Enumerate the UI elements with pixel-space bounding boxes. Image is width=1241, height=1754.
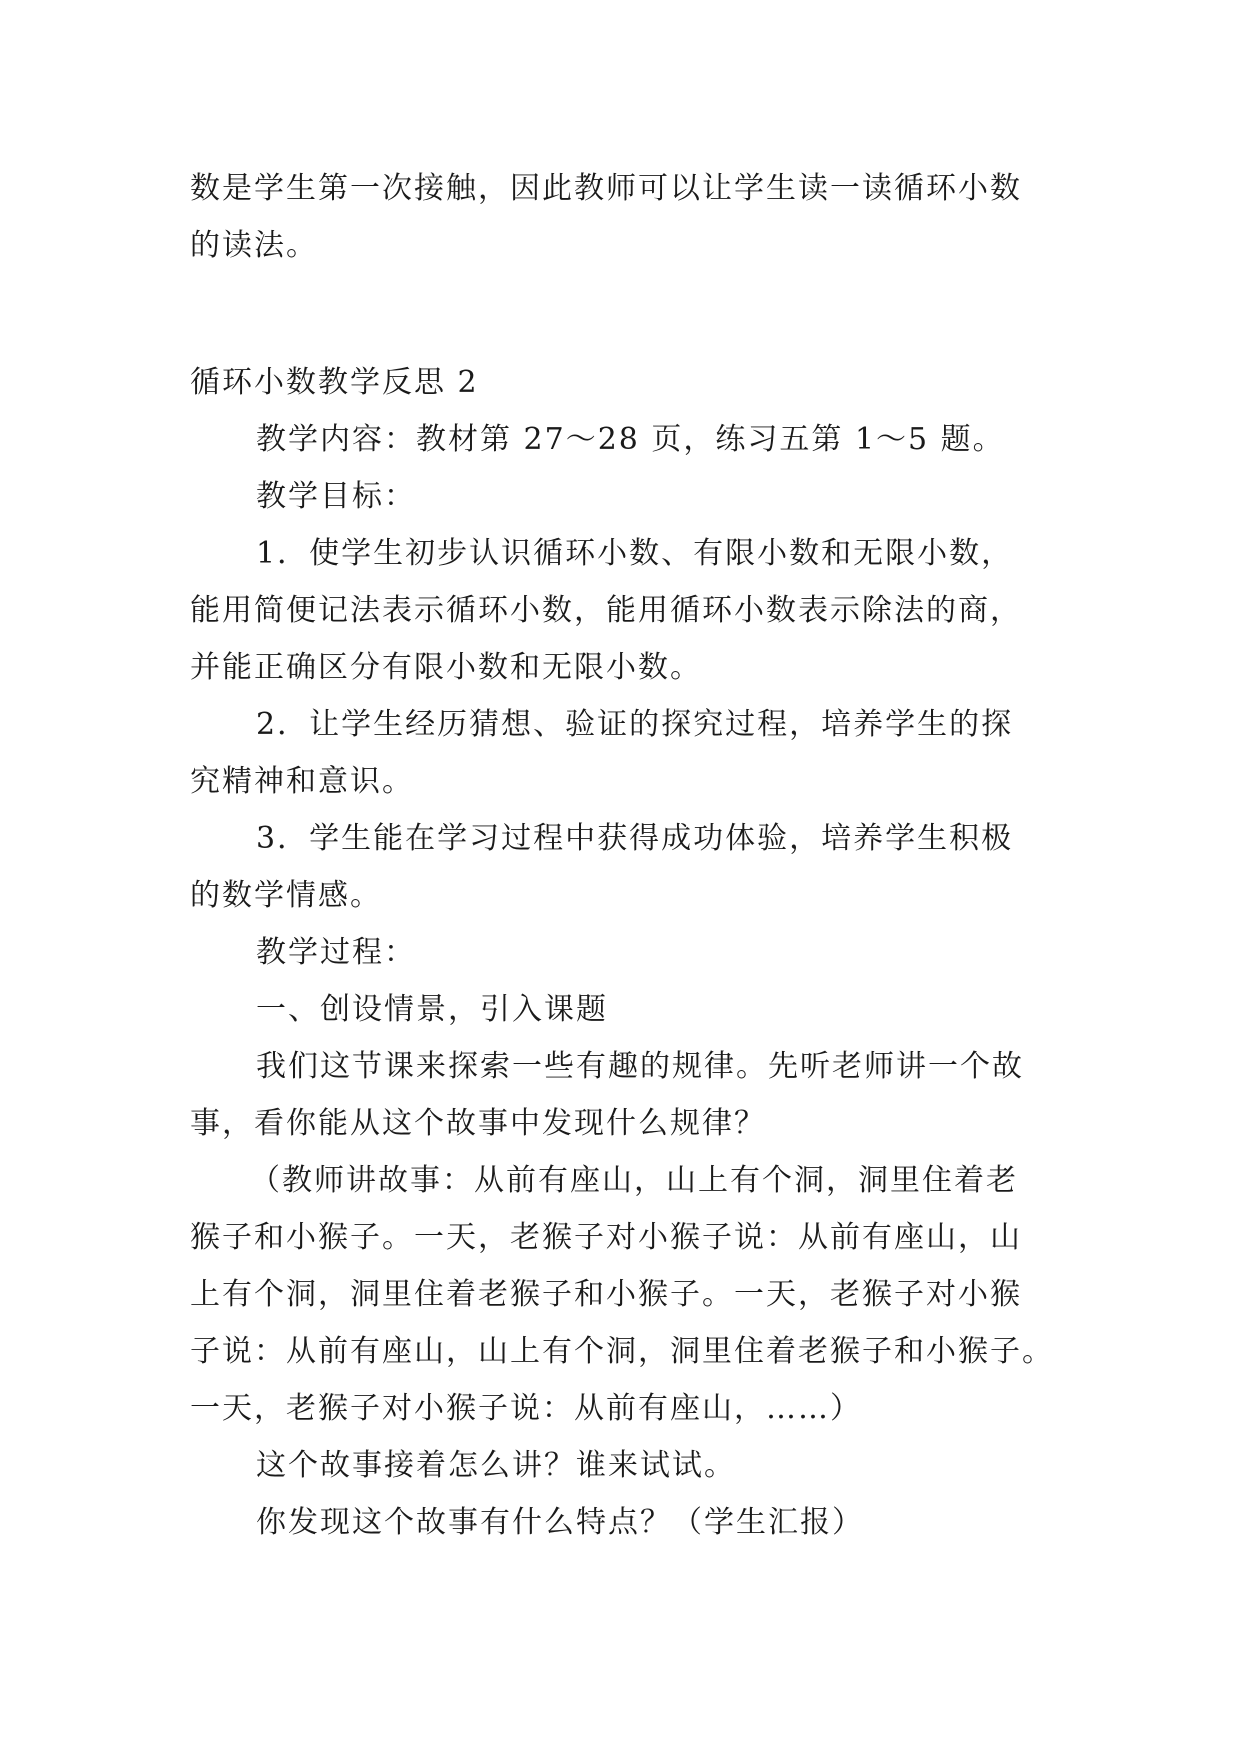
- paragraph-line: 并能正确区分有限小数和无限小数。: [190, 650, 702, 685]
- document-body: [190, 160, 1054, 1551]
- paragraph-line: 教学内容：教材第 27～28 页，练习五第 1～5 题。: [256, 422, 1005, 457]
- paragraph-line: 数是学生第一次接触，因此教师可以让学生读一读循环小数: [190, 171, 1022, 206]
- paragraph-line: 猴子和小猴子。一天，老猴子对小猴子说：从前有座山，山: [190, 1220, 1022, 1255]
- paragraph-line: 一天，老猴子对小猴子说：从前有座山，……）: [190, 1391, 862, 1426]
- paragraph-line: 上有个洞，洞里住着老猴子和小猴子。一天，老猴子对小猴: [190, 1277, 1022, 1312]
- paragraph-line: 教学目标：: [256, 479, 416, 514]
- paragraph-line: 一、创设情景，引入课题: [256, 992, 608, 1027]
- paragraph-line: 2．让学生经历猜想、验证的探究过程，培养学生的探: [256, 707, 1014, 742]
- paragraph-line: 这个故事接着怎么讲？谁来试试。: [256, 1448, 736, 1483]
- paragraph-line: 教学过程：: [256, 935, 416, 970]
- paragraph-line: 1．使学生初步认识循环小数、有限小数和无限小数，: [256, 536, 1014, 571]
- paragraph-line: 能用简便记法表示循环小数，能用循环小数表示除法的商，: [190, 593, 1022, 628]
- paragraph-line: 子说：从前有座山，山上有个洞，洞里住着老猴子和小猴子。: [190, 1334, 1054, 1369]
- paragraph-line: （教师讲故事：从前有座山，山上有个洞，洞里住着老: [250, 1163, 1018, 1198]
- section-title: 循环小数教学反思 2: [190, 365, 479, 400]
- paragraph-line: 3．学生能在学习过程中获得成功体验，培养学生积极: [256, 821, 1014, 856]
- paragraph-line: 的数学情感。: [190, 878, 382, 913]
- paragraph-line: 我们这节课来探索一些有趣的规律。先听老师讲一个故: [256, 1049, 1024, 1084]
- paragraph-line: 你发现这个故事有什么特点？（学生汇报）: [256, 1505, 864, 1540]
- paragraph-gap: [190, 274, 1050, 354]
- paragraph-line: 的读法。: [190, 228, 318, 263]
- paragraph-line: 究精神和意识。: [190, 764, 414, 799]
- paragraph-line: 事，看你能从这个故事中发现什么规律？: [190, 1106, 766, 1141]
